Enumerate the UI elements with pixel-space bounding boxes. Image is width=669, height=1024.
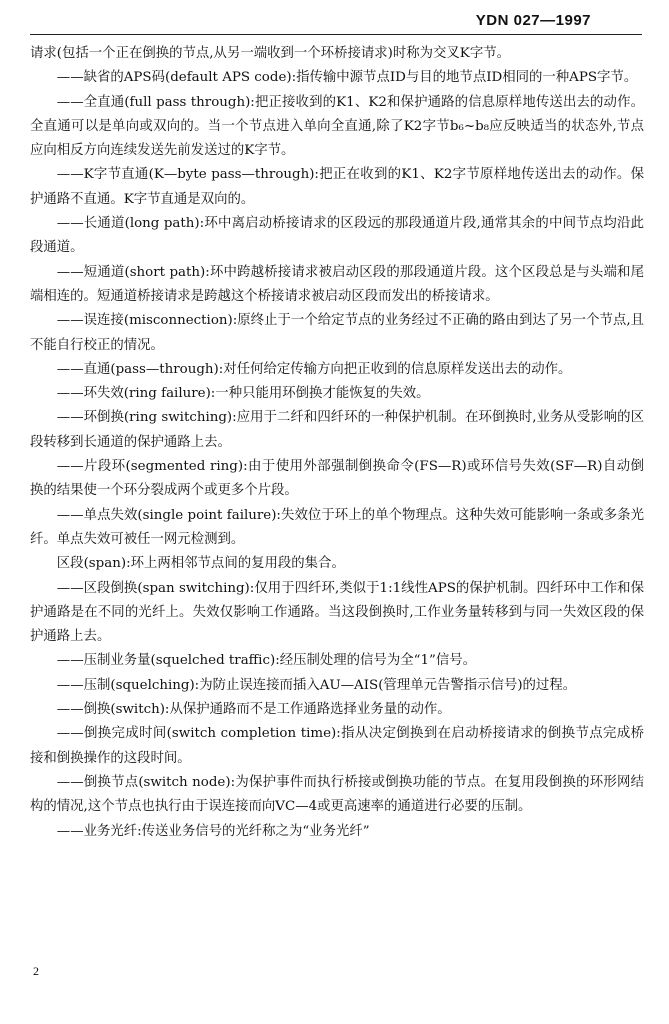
paragraph: ——全直通(full pass through):把正接收到的K1、K2和保护通路的信息原样地传送出去的动作。全直通可以是单向或双向的。当一个节点进入单向全直通,除了K2字节b₆~b₈应反映适当的状态外,节点应向相反方向连续发送先前发送过的K字节。 [30, 94, 644, 159]
paragraph: ——单点失效(single point failure):失效位于环上的单个物理点。这种失效可能影响一条或多条光纤。单点失效可被任一网元检测到。 [30, 507, 644, 547]
page-number: 2 [33, 964, 39, 978]
paragraph: ——环倒换(ring switching):应用于二纤和四纤环的一种保护机制。在环倒换时,业务从受影响的区段转移到长通道的保护通路上去。 [30, 410, 644, 450]
paragraph: ——压制业务量(squelched traffic):经压制处理的信号为全“1”信号。 [56, 653, 476, 669]
paragraph: ——压制(squelching):为防止误连接而插入AU—AIS(管理单元告警指示信号)的过程。 [56, 677, 577, 693]
paragraph: ——业务光纤:传送业务信号的光纤称之为“业务光纤” [56, 823, 370, 839]
paragraph: ——短通道(short path):环中跨越桥接请求被启动区段的那段通道片段。这个区段总是与头端和尾端相连的。短通道桥接请求是跨越这个桥接请求被启动区段而发出的桥接请求。 [30, 264, 644, 304]
paragraph: ——片段环(segmented ring):由于使用外部强制倒换命令(FS—R)或环信号失效(SF—R)自动倒换的结果使一个环分裂成两个或更多个片段。 [30, 459, 644, 499]
paragraph: 请求(包括一个正在倒换的节点,从另一端收到一个环桥接请求)时称为交叉K字节。 [30, 46, 510, 61]
paragraph: ——倒换(switch):从保护通路而不是工作通路选择业务量的动作。 [56, 702, 451, 718]
header-rule [30, 34, 642, 35]
paragraph: ——区段倒换(span switching):仅用于四纤环,类似于1:1线性APS的保护机制。四纤环中工作和保护通路是在不同的光纤上。失效仅影响工作通路。当这段倒换时,工作业务量转移到与同一失效区段的保护通路上去。 [30, 580, 644, 645]
paragraph: 区段(span):环上两相邻节点间的复用段的集合。 [56, 556, 345, 572]
document-id-header: YDN 027—1997 [475, 12, 591, 29]
paragraph: ——倒换完成时间(switch completion time):指从决定倒换到在启动桥接请求的倒换节点完成桥接和倒换操作的这段时间。 [30, 726, 644, 766]
paragraph: ——误连接(misconnection):原终止于一个给定节点的业务经过不正确的路由到达了另一个节点,且不能自行校正的情况。 [30, 313, 644, 353]
paragraph: ——缺省的APS码(default APS code):指传输中源节点ID与目的地节点ID相同的一种APS字节。 [56, 70, 638, 86]
paragraph: ——直通(pass—through):对任何给定传输方向把正收到的信息原样发送出去的动作。 [56, 361, 572, 377]
document-body [30, 42, 644, 844]
paragraph: ——环失效(ring failure):一种只能用环倒换才能恢复的失效。 [56, 386, 430, 402]
paragraph: ——倒换节点(switch node):为保护事件而执行桥接或倒换功能的节点。在复用段倒换的环形网结构的情况,这个节点也执行由于误连接而向VC—4或更高速率的通道进行必要的压制。 [30, 774, 644, 815]
paragraph: ——长通道(long path):环中离启动桥接请求的区段远的那段通道片段,通常其余的中间节点均沿此段通道。 [30, 216, 644, 256]
paragraph: ——K字节直通(K—byte pass—through):把正在收到的K1、K2字节原样地传送出去的动作。保护通路不直通。K字节直通是双向的。 [30, 167, 644, 207]
